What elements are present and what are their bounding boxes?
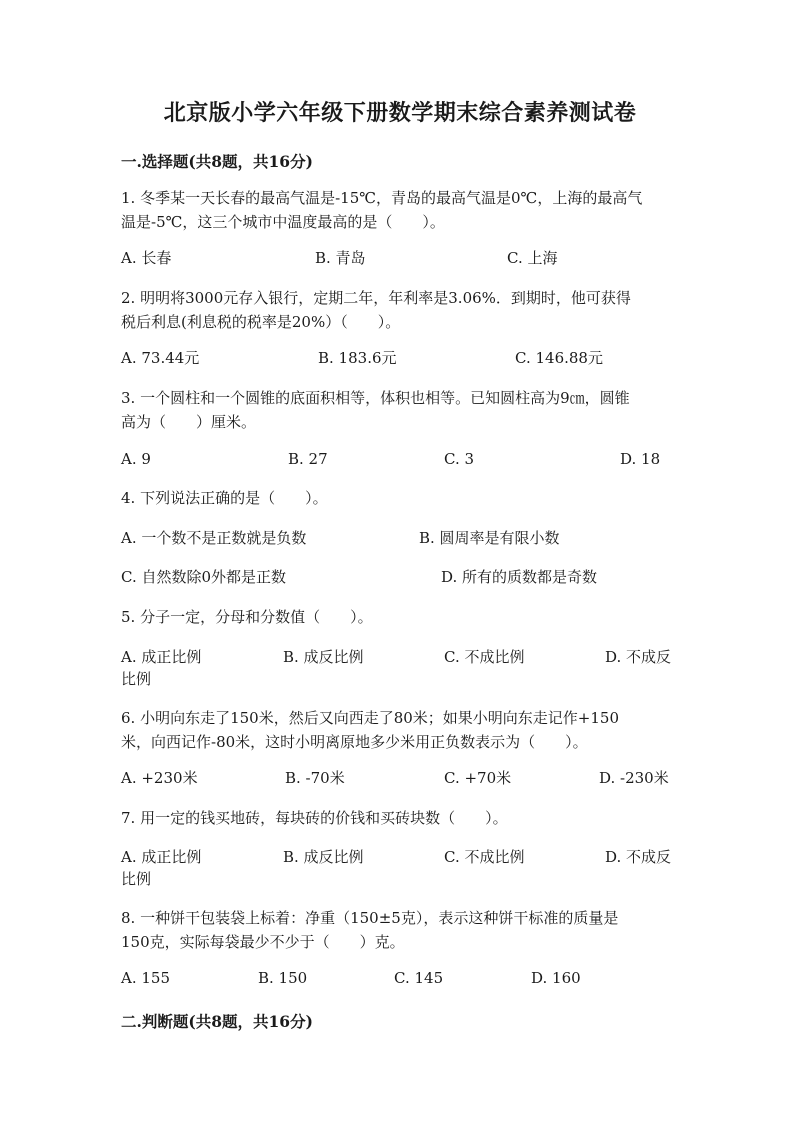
question-7-option-a[interactable]: A. 成正比例 <box>121 848 202 866</box>
question-7-option-b[interactable]: B. 成反比例 <box>283 848 364 866</box>
question-1-line-2: 温是-5℃，这三个城市中温度最高的是（ ）。 <box>121 213 445 231</box>
question-7-option-c[interactable]: C. 不成比例 <box>444 848 525 866</box>
question-4 <box>121 486 681 510</box>
question-8-option-d[interactable]: D. 160 <box>531 969 581 987</box>
question-4-option-a[interactable]: A. 一个数不是正数就是负数 <box>121 529 307 547</box>
question-5-option-d-wrap <box>121 646 681 690</box>
question-4-option-d[interactable]: D. 所有的质数都是奇数 <box>441 568 598 586</box>
question-1-option-a[interactable]: A. 长春 <box>121 249 172 267</box>
question-8-option-c[interactable]: C. 145 <box>394 969 444 987</box>
question-3-option-c[interactable]: C. 3 <box>444 450 475 468</box>
question-3-line-1: 3. 一个圆柱和一个圆锥的底面积相等，体积也相等。已知圆柱高为9㎝，圆锥 <box>121 389 630 407</box>
question-2-option-b[interactable]: B. 183.6元 <box>318 349 397 367</box>
question-3-line-2: 高为（ ）厘米。 <box>121 413 257 431</box>
question-2-line-2: 税后利息(利息税的税率是20%）（ ）。 <box>121 313 401 331</box>
question-7-line-1: 7. 用一定的钱买地砖，每块砖的价钱和买砖块数（ ）。 <box>121 809 508 827</box>
question-1-line-1: 1. 冬季某一天长春的最高气温是-15℃，青岛的最高气温是0℃，上海的最高气 <box>121 189 643 207</box>
question-7-option-d-wrap <box>121 846 681 890</box>
question-4-line-1: 4. 下列说法正确的是（ ）。 <box>121 489 328 507</box>
section-heading-judgment: 二.判断题(共8题，共16分) <box>121 1012 313 1031</box>
page-title: 北京版小学六年级下册数学期末综合素养测试卷 <box>163 100 637 126</box>
question-7 <box>121 806 681 830</box>
question-2 <box>121 286 681 334</box>
question-2-option-c[interactable]: C. 146.88元 <box>515 349 603 367</box>
question-3 <box>121 386 681 434</box>
question-5-option-d[interactable]: D. 不成反比例 <box>121 648 672 688</box>
question-3-option-d[interactable]: D. 18 <box>620 450 661 468</box>
question-3-option-a[interactable]: A. 9 <box>121 450 151 468</box>
question-6 <box>121 706 681 754</box>
question-3-option-b[interactable]: B. 27 <box>288 450 328 468</box>
question-8-line-1: 8. 一种饼干包装袋上标着：净重（150±5克），表示这种饼干标准的质量是 <box>121 909 619 927</box>
question-7-option-d[interactable]: D. 不成反比例 <box>121 848 672 888</box>
question-6-line-1: 6. 小明向东走了150米，然后又向西走了80米；如果小明向东走记作+150 <box>121 709 619 727</box>
question-4-option-b[interactable]: B. 圆周率是有限小数 <box>419 529 560 547</box>
question-5-option-b[interactable]: B. 成反比例 <box>283 648 364 666</box>
question-1-option-c[interactable]: C. 上海 <box>507 249 558 267</box>
question-8 <box>121 906 681 954</box>
question-5 <box>121 605 681 629</box>
question-1-option-b[interactable]: B. 青岛 <box>315 249 366 267</box>
question-8-line-2: 150克，实际每袋最少不少于（ ）克。 <box>121 933 405 951</box>
question-6-option-b[interactable]: B. -70米 <box>285 769 345 787</box>
question-6-option-a[interactable]: A. +230米 <box>121 769 198 787</box>
question-5-option-c[interactable]: C. 不成比例 <box>444 648 525 666</box>
question-6-line-2: 米，向西记作-80米，这时小明离原地多少米用正负数表示为（ ）。 <box>121 733 588 751</box>
question-6-option-d[interactable]: D. -230米 <box>599 769 669 787</box>
question-4-option-c[interactable]: C. 自然数除0外都是正数 <box>121 568 287 586</box>
question-5-option-a[interactable]: A. 成正比例 <box>121 648 202 666</box>
question-6-option-c[interactable]: C. +70米 <box>444 769 512 787</box>
question-5-line-1: 5. 分子一定，分母和分数值（ ）。 <box>121 608 373 626</box>
question-8-option-a[interactable]: A. 155 <box>121 969 170 987</box>
question-8-option-b[interactable]: B. 150 <box>258 969 308 987</box>
question-2-option-a[interactable]: A. 73.44元 <box>121 349 200 367</box>
question-1 <box>121 186 681 234</box>
section-heading-choice: 一.选择题(共8题，共16分) <box>121 152 313 171</box>
question-2-line-1: 2. 明明将3000元存入银行，定期二年，年利率是3.06%．到期时，他可获得 <box>121 289 631 307</box>
